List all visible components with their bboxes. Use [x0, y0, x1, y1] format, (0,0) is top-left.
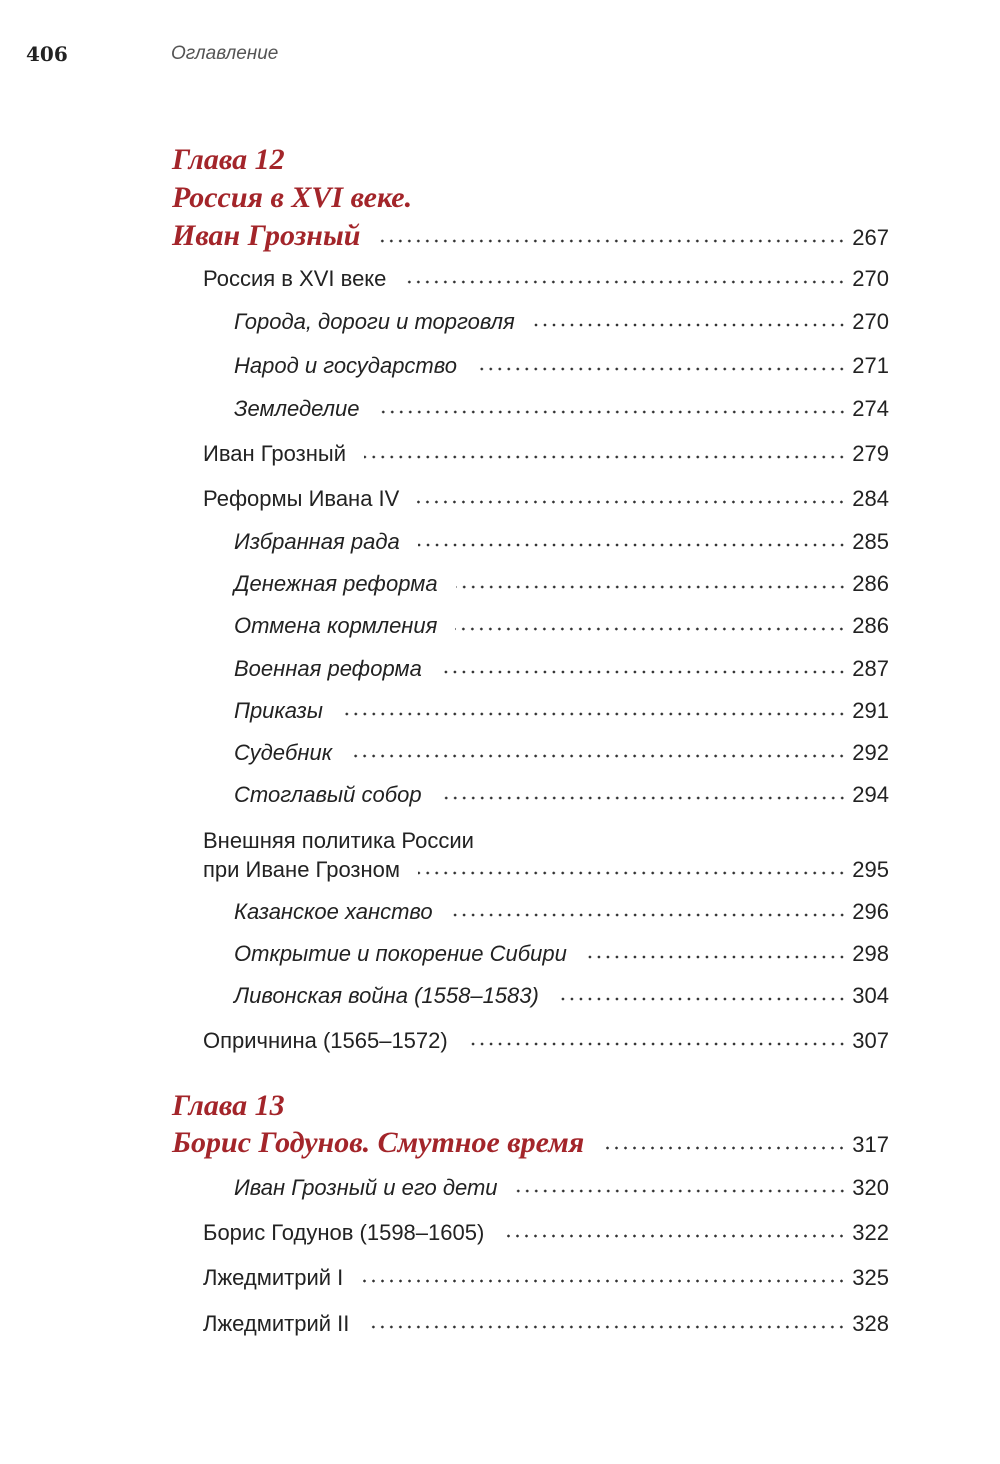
page-ref: 294 [852, 782, 889, 807]
toc-subentry[interactable] [234, 311, 889, 333]
dot-leader [585, 955, 846, 959]
page-ref: 279 [852, 441, 889, 466]
entry-label: Открытие и покорение Сибири [234, 941, 567, 966]
toc-subentry[interactable] [234, 355, 889, 377]
dot-leader [440, 796, 847, 800]
toc-subentry[interactable] [234, 700, 889, 722]
toc-subentry[interactable] [234, 784, 889, 806]
dot-leader [378, 239, 846, 243]
dot-leader [456, 585, 847, 589]
entry-label: Судебник [234, 740, 333, 765]
toc-subentry[interactable] [234, 531, 889, 553]
page-ref: 295 [852, 857, 889, 882]
dot-leader [455, 627, 846, 631]
page-ref: 317 [852, 1132, 889, 1157]
entry-label: Опричнина (1565–1572) [203, 1028, 448, 1053]
page-ref: 304 [852, 983, 889, 1008]
page-ref: 286 [852, 571, 889, 596]
dot-leader [361, 1279, 846, 1283]
dot-leader [404, 280, 846, 284]
page-ref: 271 [852, 353, 889, 378]
running-title: Оглавление [171, 43, 279, 64]
toc-entry[interactable] [203, 859, 889, 881]
chapter-12-title-line1: Россия в XVI веке. [172, 181, 413, 214]
chapter-12-title-line2: Иван Грозный [172, 219, 361, 252]
toc-entry-chapter-13[interactable] [172, 1128, 889, 1158]
dot-leader [451, 913, 847, 917]
entry-label: Иван Грозный [203, 441, 346, 466]
dot-leader [350, 754, 846, 758]
page-ref: 267 [852, 225, 889, 250]
page-ref: 284 [852, 486, 889, 511]
entry-label: Земледелие [234, 396, 360, 421]
entry-label-line1: Внешняя политика России [203, 828, 474, 853]
toc-subentry[interactable] [234, 985, 889, 1007]
toc-subentry[interactable] [234, 658, 889, 680]
page-ref: 292 [852, 740, 889, 765]
dot-leader [502, 1234, 846, 1238]
chapter-13-title: Борис Годунов. Смутное время [172, 1126, 585, 1159]
page-ref: 298 [852, 941, 889, 966]
page-ref: 270 [852, 266, 889, 291]
entry-label: Иван Грозный и его дети [234, 1175, 498, 1200]
page-ref: 291 [852, 698, 889, 723]
page-ref: 328 [852, 1311, 889, 1336]
chapter-13-number: Глава 13 [172, 1089, 285, 1122]
dot-leader [533, 323, 847, 327]
toc-subentry[interactable] [234, 573, 889, 595]
page-number: 406 [26, 42, 68, 66]
entry-label: Народ и государство [234, 353, 457, 378]
toc-entry[interactable] [203, 1030, 889, 1052]
toc-subentry[interactable] [234, 615, 889, 637]
toc-subentry[interactable] [234, 398, 889, 420]
entry-label: Приказы [234, 698, 323, 723]
dot-leader [475, 367, 846, 371]
entry-label: Военная реформа [234, 656, 422, 681]
page-ref: 286 [852, 613, 889, 638]
page-ref: 296 [852, 899, 889, 924]
entry-label: Отмена кормления [234, 613, 438, 638]
page-ref: 285 [852, 529, 889, 554]
chapter-12-number: Глава 12 [172, 143, 285, 176]
dot-leader [466, 1042, 847, 1046]
dot-leader [364, 455, 846, 459]
dot-leader [602, 1146, 846, 1150]
toc-subentry[interactable] [234, 1177, 889, 1199]
page-ref: 307 [852, 1028, 889, 1053]
entry-label: Лжедмитрий II [203, 1311, 350, 1336]
dot-leader [440, 670, 846, 674]
entry-label: Борис Годунов (1598–1605) [203, 1220, 485, 1245]
dot-leader [417, 500, 846, 504]
toc-entry[interactable] [203, 1222, 889, 1244]
dot-leader [418, 543, 847, 547]
page-ref: 270 [852, 309, 889, 334]
dot-leader [341, 712, 846, 716]
entry-label: Лжедмитрий I [203, 1265, 344, 1290]
dot-leader [418, 871, 846, 875]
entry-label: Казанское ханство [234, 899, 433, 924]
entry-label: Ливонская война (1558–1583) [234, 983, 539, 1008]
page-ref: 325 [852, 1265, 889, 1290]
entry-label: Денежная реформа [234, 571, 438, 596]
toc-subentry[interactable] [234, 901, 889, 923]
toc-subentry[interactable] [234, 742, 889, 764]
toc-entry[interactable] [203, 443, 889, 465]
page-ref: 274 [852, 396, 889, 421]
page-ref: 320 [852, 1175, 889, 1200]
entry-label: при Иване Грозном [203, 857, 401, 882]
entry-label: Избранная рада [234, 529, 400, 554]
page-ref: 322 [852, 1220, 889, 1245]
entry-label: Россия в XVI веке [203, 266, 387, 291]
entry-label: Города, дороги и торговля [234, 309, 515, 334]
toc-entry-chapter-12[interactable] [172, 221, 889, 251]
dot-leader [378, 410, 847, 414]
entry-label: Реформы Ивана IV [203, 486, 400, 511]
toc-entry[interactable] [203, 1313, 889, 1335]
dot-leader [367, 1325, 846, 1329]
entry-label: Стоглавый собор [234, 782, 422, 807]
dot-leader [516, 1189, 847, 1193]
toc-entry[interactable] [203, 1267, 889, 1289]
toc-entry[interactable] [203, 488, 889, 510]
toc-entry[interactable] [203, 268, 889, 290]
toc-subentry[interactable] [234, 943, 889, 965]
page-ref: 287 [852, 656, 889, 681]
dot-leader [557, 997, 846, 1001]
